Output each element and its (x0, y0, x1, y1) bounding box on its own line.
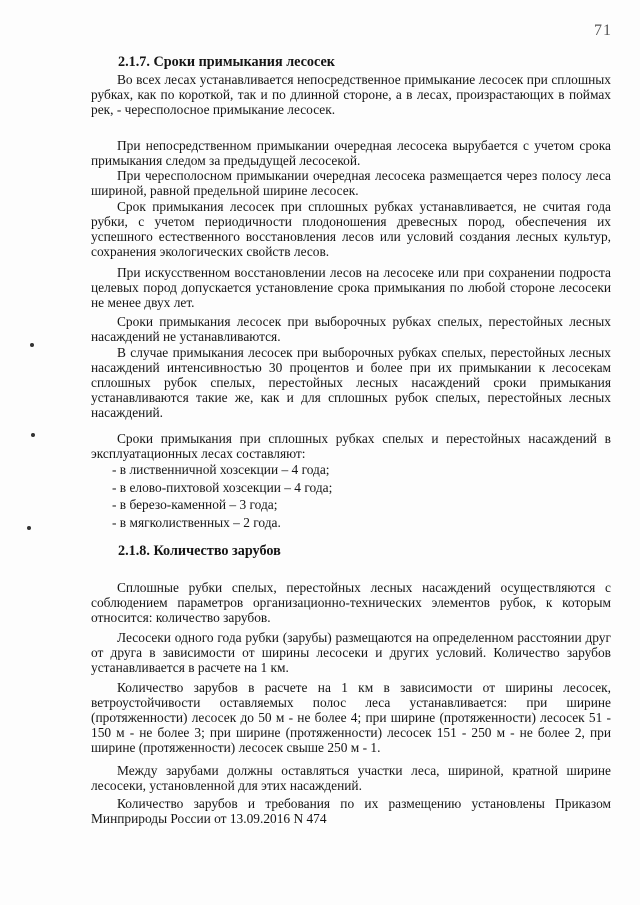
paragraph: Во всех лесах устанавливается непосредственное примыкание лесосек при сплошных рубках, как по короткой, так и по длинной стороне, а в лесах, произрастающих в поймах рек, - чересполосное примыкание лесосек. (91, 72, 611, 117)
scan-speck (30, 343, 34, 347)
list-item: - в березо-каменной – 3 года; (112, 497, 278, 512)
scan-speck (31, 433, 35, 437)
page-number: 71 (594, 22, 612, 39)
paragraph: В случае примыкания лесосек при выборочных рубках спелых, перестойных лесных насаждений интенсивностью 30 процентов и более при их примыкании к лесосекам сплошных рубок спелых, перестойных лесных насаждений сроки примыкания устанавливаются такие же, как и для сплошных рубок спелых, перестойных лесных насаждений. (91, 345, 611, 420)
paragraph: Сроки примыкания при сплошных рубках спелых и перестойных насаждений в эксплуатационных лесах составляют: (91, 431, 611, 461)
paragraph: Количество зарубов в расчете на 1 км в зависимости от ширины лесосек, ветроустойчивости оставляемых полос леса устанавливается: при ширине (протяженности) лесосек до 50 м - не более 4; при ширине (протяженности) лесосек 51 - 150 м - не более 3; при ширине (протяженности) лесосек 151 - 250 м - не более 2, при ширине (протяженности) лесосек свыше 250 м - 1. (91, 680, 611, 755)
list-item: - в елово-пихтовой хозсекции – 4 года; (112, 479, 333, 495)
paragraph: При искусственном восстановлении лесов на лесосеке или при сохранении подроста целевых пород допускается установление срока примыкания по любой стороне лесосеки не менее двух лет. (91, 265, 611, 310)
paragraph: Между зарубами должны оставляться участки леса, шириной, кратной ширине лесосеки, установленной для этих насаждений. (91, 763, 611, 793)
scan-speck (27, 526, 31, 530)
paragraph: Сроки примыкания лесосек при выборочных рубках спелых, перестойных лесных насаждений не устанавливаются. (91, 314, 611, 344)
paragraph: Количество зарубов и требования по их размещению установлены Приказом Минприроды России от 13.09.2016 N 474 (91, 796, 611, 826)
list-item: - в мягколиственных – 2 года. (112, 514, 281, 530)
paragraph: Лесосеки одного года рубки (зарубы) размещаются на определенном расстоянии друг от друга в зависимости от ширины лесосеки и других условий. Количество зарубов устанавливается в расчете на 1 км. (91, 630, 611, 675)
paragraph: При чересполосном примыкании очередная лесосека размещается через полосу леса шириной, равной предельной ширине лесосек. (91, 168, 611, 198)
adjacency-terms-list (112, 461, 332, 531)
paragraph: Сплошные рубки спелых, перестойных лесных насаждений осуществляются с соблюдением параметров организационно-технических элементов рубок, к которым относится: количество зарубов. (91, 580, 611, 625)
list-item: - в лиственничной хозсекции – 4 года; (112, 462, 330, 477)
section-heading-2-1-8: 2.1.8. Количество зарубов (118, 543, 281, 559)
section-heading-2-1-7: 2.1.7. Сроки примыкания лесосек (118, 54, 335, 70)
paragraph: При непосредственном примыкании очередная лесосека вырубается с учетом срока примыкания следом за предыдущей лесосекой. (91, 138, 611, 168)
paragraph: Срок примыкания лесосек при сплошных рубках устанавливается, не считая года рубки, с учетом периодичности плодоношения древесных пород, обеспечения их успешного естественного восстановления лесов или условий создания лесных культур, сохранения экологических свойств лесов. (91, 199, 611, 259)
